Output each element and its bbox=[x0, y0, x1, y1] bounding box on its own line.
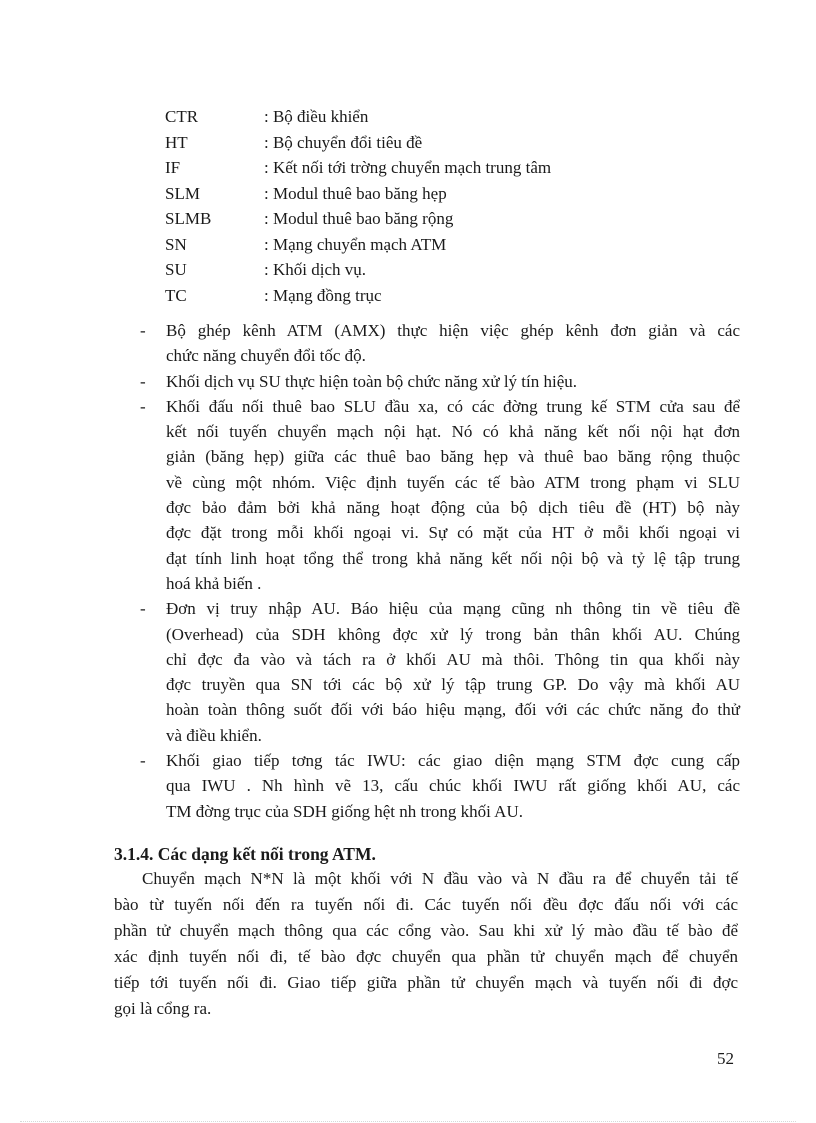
text-line: qua IWU . Nh hình vẽ 13, cấu chúc khối IWU rất giống khối AU, các bbox=[166, 776, 740, 796]
abbreviation-description: : Modul thuê bao băng rộng bbox=[264, 209, 454, 228]
text-line: chỉ đợc đa vào và tách ra ở khối AU mà thôi. Thông tin qua khối này bbox=[166, 649, 740, 669]
text-line: đợc bảo đảm bởi khả năng hoạt động của bộ dịch tiêu đề (HT) bộ này bbox=[166, 498, 740, 518]
abbreviation-row bbox=[165, 206, 725, 232]
bullet-marker: - bbox=[140, 396, 146, 416]
bullet-item bbox=[140, 394, 740, 596]
text-line: đạt tính linh hoạt tổng thể trong khả năng kết nối nội bộ và tỷ lệ tập trung bbox=[166, 548, 740, 568]
section-paragraph bbox=[114, 866, 738, 1022]
abbreviation-row bbox=[165, 181, 725, 207]
abbreviation-description: : Khối dịch vụ. bbox=[264, 260, 366, 279]
abbreviation-code: CTR bbox=[165, 107, 199, 126]
text-line: đợc truyền qua SN tới các bộ xử lý tập trung GP. Do vậy mà khối AU bbox=[166, 675, 740, 695]
abbreviation-row bbox=[165, 104, 725, 130]
text-line: chức năng chuyển đổi tốc độ. bbox=[166, 346, 366, 366]
abbreviation-row bbox=[165, 155, 725, 181]
abbreviation-description: : Mạng chuyển mạch ATM bbox=[264, 234, 447, 254]
page-number: 52 bbox=[717, 1049, 734, 1068]
text-line: kết nối tuyến chuyển mạch nội hạt. Nó có khả năng kết nối nội hạt đơn bbox=[166, 422, 740, 442]
text-line: TM đờng trục của SDH giống hệt nh trong khối AU. bbox=[166, 801, 523, 821]
text-line: Khối giao tiếp tơng tác IWU: các giao diện mạng STM đợc cung cấp bbox=[166, 751, 740, 771]
footer-divider bbox=[20, 1121, 796, 1122]
abbreviation-description: : Kết nối tới trờng chuyển mạch trung tâm bbox=[264, 158, 552, 177]
abbreviation-description: : Mạng đồng trục bbox=[264, 285, 382, 305]
abbreviation-code: SLMB bbox=[165, 209, 212, 228]
bullet-marker: - bbox=[140, 751, 146, 771]
text-line: hoá khả biến . bbox=[166, 573, 262, 593]
text-line: bào từ tuyến nối đến ra tuyến nối đi. Các tuyến nối đều đợc đấu nối với các bbox=[114, 895, 738, 914]
bullet-item bbox=[140, 369, 740, 394]
abbreviation-code: TC bbox=[165, 285, 187, 305]
text-line: Đơn vị truy nhập AU. Báo hiệu của mạng cũng nh thông tin về tiêu đề bbox=[166, 599, 740, 619]
abbreviation-description: : Bộ chuyển đổi tiêu đề bbox=[264, 132, 423, 152]
bullet-marker: - bbox=[140, 371, 146, 391]
abbreviation-row bbox=[165, 257, 725, 283]
text-line: Khối đấu nối thuê bao SLU đầu xa, có các đờng trung kế STM cửa sau để bbox=[166, 396, 740, 416]
bullet-item bbox=[140, 318, 740, 369]
abbreviation-code: SLM bbox=[165, 183, 200, 203]
section-heading: 3.1.4. Các dạng kết nối trong ATM. bbox=[114, 844, 376, 864]
abbreviation-code: HT bbox=[165, 132, 188, 152]
abbreviation-row bbox=[165, 283, 725, 309]
abbreviation-list bbox=[165, 104, 725, 308]
text-line: xác định tuyến nối đi, tế bào đợc chuyển qua phần tử chuyển mạch để chuyển bbox=[114, 947, 738, 966]
bullet-marker: - bbox=[140, 321, 146, 340]
text-line: đợc đặt trong mỗi khối ngoại vi. Sự có mặt của HT ở mỗi khối ngoại vi bbox=[166, 523, 740, 543]
text-line: hoàn toàn thông suốt đối với báo hiệu mạng, đối với các chức năng đo thử bbox=[166, 700, 740, 720]
text-line: phần tử chuyển mạch thông qua các cổng vào. Sau khi xử lý mào đầu tế bào để bbox=[114, 921, 738, 940]
bullet-marker: - bbox=[140, 599, 146, 619]
abbreviation-description: : Modul thuê bao băng hẹp bbox=[264, 183, 447, 203]
text-line: và điều khiển. bbox=[166, 725, 262, 745]
abbreviation-row bbox=[165, 130, 725, 156]
text-line: Khối dịch vụ SU thực hiện toàn bộ chức năng xử lý tín hiệu. bbox=[166, 371, 578, 391]
abbreviation-code: IF bbox=[165, 158, 181, 177]
text-line: Chuyển mạch N*N là một khối với N đầu vào và N đầu ra để chuyển tải tế bbox=[142, 869, 738, 888]
abbreviation-code: SU bbox=[165, 260, 187, 279]
bullet-item bbox=[140, 748, 740, 824]
bullet-list bbox=[140, 318, 740, 824]
text-line: (Overhead) của SDH không đợc xử lý trong bản thân khối AU. Chúng bbox=[166, 624, 740, 644]
abbreviation-code: SN bbox=[165, 234, 187, 254]
text-line: giản (băng hẹp) giữa các thuê bao băng hẹp và thuê bao băng rộng thuộc bbox=[166, 447, 740, 467]
text-line: về cùng một nhóm. Việc định tuyến các tế bào ATM trong phạm vi SLU bbox=[166, 472, 740, 492]
text-line: Bộ ghép kênh ATM (AMX) thực hiện việc ghép kênh đơn giản và các bbox=[166, 321, 740, 340]
abbreviation-row bbox=[165, 232, 725, 258]
text-line: gọi là cổng ra. bbox=[114, 999, 212, 1018]
text-line: tiếp tới tuyến nối đi. Giao tiếp giữa phần tử chuyển mạch và tuyến nối đi đợc bbox=[114, 973, 738, 992]
bullet-item bbox=[140, 596, 740, 748]
abbreviation-description: : Bộ điều khiển bbox=[264, 107, 369, 126]
